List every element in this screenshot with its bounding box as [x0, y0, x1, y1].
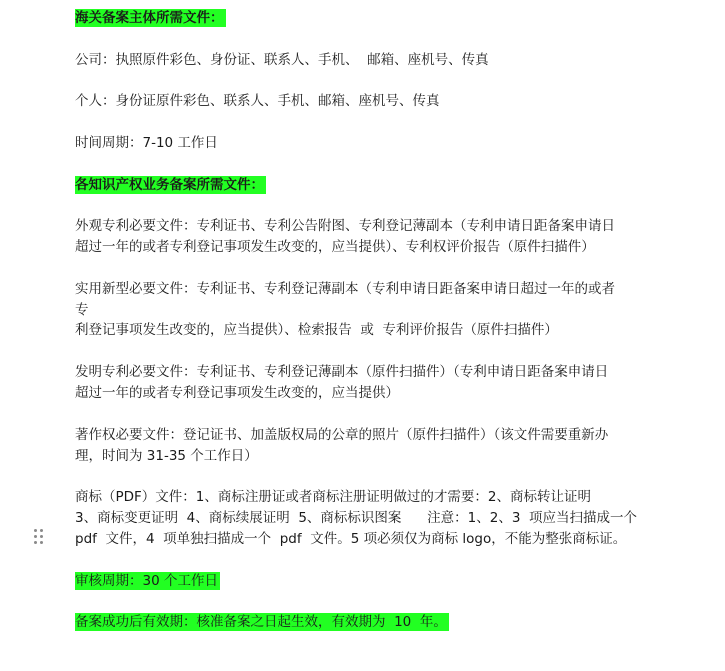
invention-patent-line-1: 发明专利必要文件：专利证书、专利登记薄副本（原件扫描件）（专利申请日距备案申请日: [75, 364, 609, 380]
drag-handle-icon[interactable]: [34, 529, 44, 547]
copyright-line-2: 理，时间为 31-35 个工作日）: [75, 448, 258, 464]
company-requirements: 公司：执照原件彩色、身份证、联系人、手机、 邮箱、座机号、传真: [75, 52, 489, 68]
trademark-line-3: pdf 文件，4 项单独扫描成一个 pdf 文件。5 项必须仅为商标 logo，不能为整张商标证。: [75, 531, 627, 547]
heading-ip-filing: 各知识产权业务备案所需文件：: [75, 177, 264, 193]
invention-patent-line-2: 超过一年的或者专利登记事项发生改变的，应当提供）: [75, 385, 399, 401]
validity-period: 备案成功后有效期：核准备案之日起生效，有效期为 10 年。: [75, 614, 447, 630]
trademark-line-1: 商标（PDF）文件：1、商标注册证或者商标注册证明做过的才需要：2、商标转让证明: [75, 489, 591, 505]
copyright-line-1: 著作权必要文件：登记证书、加盖版权局的公章的照片（原件扫描件）（该文件需要重新办: [75, 427, 609, 443]
utility-model-line-3: 利登记事项发生改变的，应当提供）、检索报告 或 专利评价报告（原件扫描件）: [75, 322, 558, 338]
trademark-line-2: 3、商标变更证明 4、商标续展证明 5、商标标识图案 注意：1、2、3 项应当扫描成一个: [75, 510, 638, 526]
utility-model-line-2: 专: [75, 302, 89, 318]
time-period: 时间周期：7-10 工作日: [75, 135, 218, 151]
utility-model-line-1: 实用新型必要文件：专利证书、专利登记薄副本（专利申请日距备案申请日超过一年的或者: [75, 281, 615, 297]
design-patent-line-1: 外观专利必要文件：专利证书、专利公告附图、专利登记薄副本（专利申请日距备案申请日: [75, 218, 615, 234]
design-patent-line-2: 超过一年的或者专利登记事项发生改变的，应当提供）、专利权评价报告（原件扫描件）: [75, 239, 595, 255]
review-period: 审核周期：30 个工作日: [75, 573, 218, 589]
heading-customs-filing: 海关备案主体所需文件：: [75, 10, 224, 26]
personal-requirements: 个人：身份证原件彩色、联系人、手机、邮箱、座机号、传真: [75, 93, 440, 109]
